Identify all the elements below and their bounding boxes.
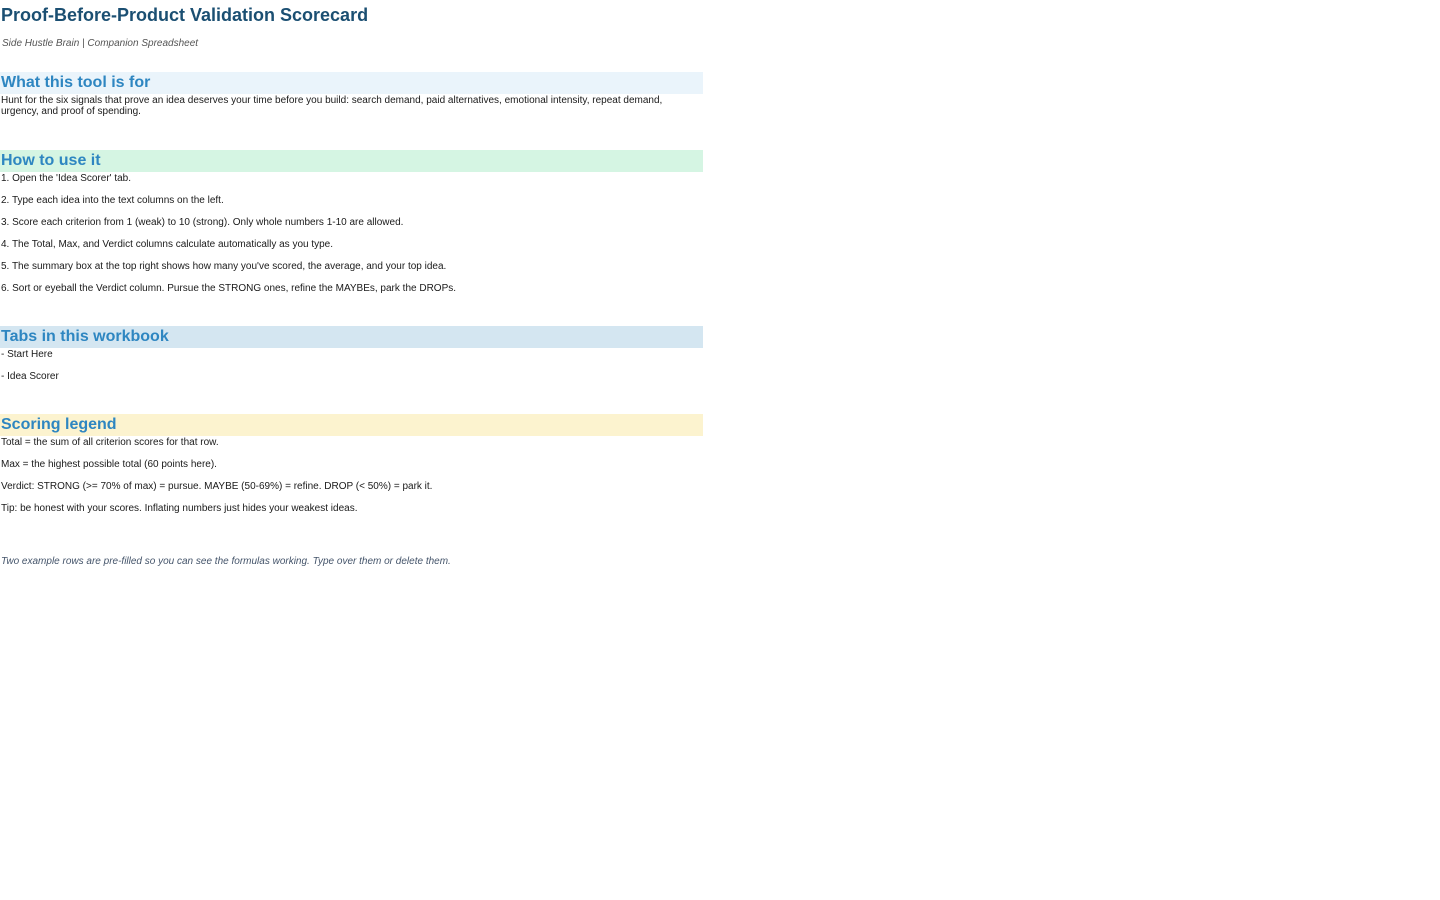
example-rows-note: Two example rows are pre-filled so you can see the formulas working. Type over them or delete them.: [1, 556, 451, 567]
purpose-description: Hunt for the six signals that prove an idea deserves your time before you build: search demand, paid alternatives, emotional intensity, repeat demand, urgency, and proof of spending.: [1, 95, 663, 117]
section-heading-legend: Scoring legend: [0, 414, 703, 436]
how-to-step: 1. Open the 'Idea Scorer' tab.: [1, 173, 132, 184]
how-to-step: 3. Score each criterion from 1 (weak) to 10 (strong). Only whole numbers 1-10 are allowed.: [1, 217, 404, 228]
how-to-step: 5. The summary box at the top right shows how many you've scored, the average, and your top idea.: [1, 261, 447, 272]
tab-list-item-start-here: - Start Here: [1, 349, 53, 360]
how-to-step: 2. Type each idea into the text columns on the left.: [1, 195, 224, 206]
legend-line-total: Total = the sum of all criterion scores for that row.: [1, 437, 219, 448]
legend-line-verdict: Verdict: STRONG (>= 70% of max) = pursue. MAYBE (50-69%) = refine. DROP (< 50%) = park it.: [1, 481, 433, 492]
how-to-step: 6. Sort or eyeball the Verdict column. Pursue the STRONG ones, refine the MAYBEs, park the DROPs.: [1, 283, 457, 294]
tab-list-item-idea-scorer: - Idea Scorer: [1, 371, 59, 382]
legend-line-max: Max = the highest possible total (60 points here).: [1, 459, 217, 470]
section-heading-how-to: How to use it: [0, 150, 703, 172]
section-heading-purpose: What this tool is for: [0, 72, 703, 94]
how-to-step: 4. The Total, Max, and Verdict columns calculate automatically as you type.: [1, 239, 334, 250]
sheet-title: Proof-Before-Product Validation Scorecard: [1, 5, 369, 25]
section-heading-tabs: Tabs in this workbook: [0, 326, 703, 348]
sheet-subtitle: Side Hustle Brain | Companion Spreadsheet: [2, 38, 199, 49]
legend-line-tip: Tip: be honest with your scores. Inflating numbers just hides your weakest ideas.: [1, 503, 358, 514]
